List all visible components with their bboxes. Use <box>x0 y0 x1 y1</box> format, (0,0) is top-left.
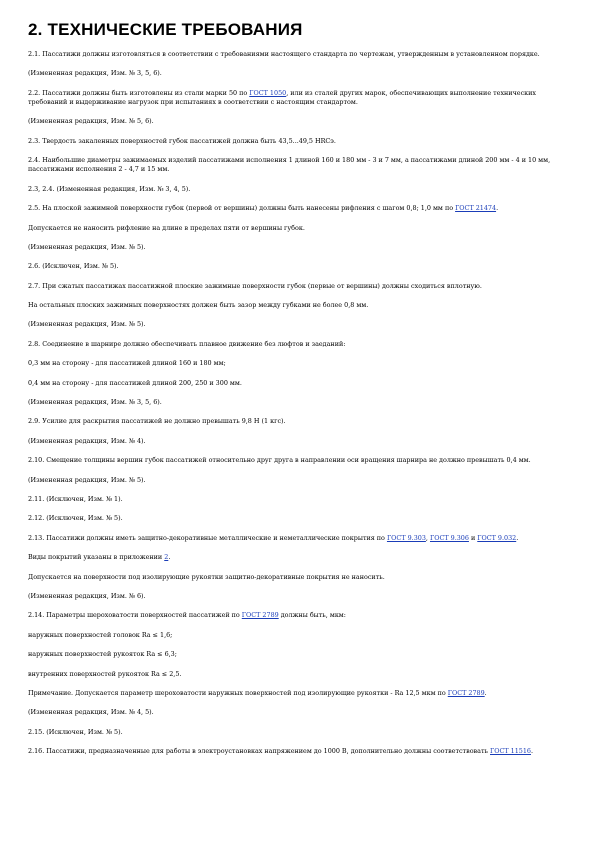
paragraph-text: . <box>484 688 487 697</box>
standard-link[interactable]: ГОСТ 2789 <box>241 611 279 620</box>
paragraph <box>28 553 553 562</box>
paragraph-text: 0,4 мм на сторону - для пассатижей длиной 200, 250 и 300 мм. <box>28 378 242 387</box>
paragraph <box>28 185 553 194</box>
paragraph-text: и <box>468 533 478 542</box>
paragraph-text: 2.9. Усилие для раскрытия пассатижей не должно превышать 9,8 Н (1 кгс). <box>28 417 286 426</box>
paragraph-text: 2.6. (Исключен, Изм. № 5). <box>28 262 119 271</box>
standard-link[interactable]: ГОСТ 11516 <box>490 747 531 756</box>
paragraph <box>28 204 553 213</box>
paragraph <box>28 359 553 368</box>
section-heading: 2. ТЕХНИЧЕСКИЕ ТРЕБОВАНИЯ <box>28 20 303 39</box>
paragraph <box>28 340 553 349</box>
paragraph <box>28 50 553 59</box>
paragraph <box>28 476 553 485</box>
paragraph-text: наружных поверхностей головок Ra ≤ 1,6; <box>28 630 173 639</box>
paragraph <box>28 262 553 271</box>
paragraph-text: 2.15. (Исключен, Изм. № 5). <box>28 727 123 736</box>
paragraph-text: наружных поверхностей рукояток Ra ≤ 6,3; <box>28 650 177 659</box>
paragraph-text: 2.1. Пассатижи должны изготовляться в соответствии с требованиями настоящего стандарта по чертежам, утвержденным в установленном порядке. <box>28 50 540 58</box>
document-body <box>28 50 553 756</box>
standard-link[interactable]: 2 <box>164 553 169 562</box>
standard-link[interactable]: ГОСТ 9.032 <box>477 533 517 542</box>
paragraph <box>28 437 553 446</box>
paragraph-text: (Измененная редакция, Изм. № 5). <box>28 242 146 251</box>
paragraph-text: 2.16. Пассатижи, предназначенные для работы в электроустановках напряжением до 1000 В, дополнительно должны соответствовать <box>28 747 490 756</box>
paragraph <box>28 320 553 329</box>
paragraph <box>28 156 553 174</box>
paragraph-text: 2.7. При сжатых пассатижах пассатижной плоские зажимные поверхности губок (первые от вершины) должны сходиться вплотную. <box>28 281 482 290</box>
paragraph-text: . <box>168 553 171 562</box>
paragraph-text: (Измененная редакция, Изм. № 5). <box>28 475 146 484</box>
standard-link[interactable]: ГОСТ 1050 <box>249 88 287 97</box>
paragraph <box>28 282 553 291</box>
paragraph-text: (Измененная редакция, Изм. № 6). <box>28 591 146 600</box>
paragraph <box>28 514 553 523</box>
paragraph <box>28 117 553 126</box>
paragraph <box>28 689 553 698</box>
paragraph <box>28 456 553 465</box>
paragraph <box>28 417 553 426</box>
paragraph-text: 2.5. На плоской зажимной поверхности губок (первой от вершины) должны быть нанесены рифления с шагом 0,8; 1,0 мм по <box>28 204 456 213</box>
paragraph-text: (Измененная редакция, Изм. № 3, 5, 6). <box>28 398 162 407</box>
paragraph <box>28 89 553 107</box>
paragraph <box>28 592 553 601</box>
paragraph-text: , <box>425 533 430 542</box>
paragraph-text: 2.13. Пассатижи должны иметь защитно-декоративные металлические и неметаллические покрытия по <box>28 533 387 542</box>
paragraph-text: (Измененная редакция, Изм. № 4). <box>28 436 146 445</box>
paragraph-text: . <box>496 204 499 213</box>
paragraph <box>28 631 553 640</box>
paragraph <box>28 650 553 659</box>
paragraph <box>28 301 553 310</box>
standard-link[interactable]: ГОСТ 21474 <box>455 204 497 213</box>
paragraph-text: Допускается на поверхности под изолирующие рукоятки защитно-декоративные покрытия не наносить. <box>28 572 385 581</box>
paragraph <box>28 243 553 252</box>
paragraph <box>28 670 553 679</box>
paragraph-text: 2.12. (Исключен, Изм. № 5). <box>28 514 123 523</box>
paragraph-text: , или из сталей других марок, обеспечивающих выполнение технических требований и выдерживание нагрузок при испытаниях в соответствии с настоящим стандартом. <box>28 88 537 106</box>
paragraph-text: (Измененная редакция, Изм. № 5). <box>28 320 146 329</box>
paragraph-text: Примечание. Допускается параметр шероховатости наружных поверхностей под изолирующие рукоятки - Ra 12,5 мкм по <box>28 688 448 697</box>
paragraph <box>28 534 553 543</box>
paragraph-text: (Измененная редакция, Изм. № 5, 6). <box>28 117 154 126</box>
paragraph <box>28 728 553 737</box>
paragraph <box>28 495 553 504</box>
paragraph-text: должны быть, мкм: <box>278 611 346 620</box>
paragraph-text: 2.10. Смещение толщины вершин губок пассатижей относительно друг друга в направлении оси вращения шарнира не должно превышать 0,4 мм. <box>28 456 531 465</box>
paragraph <box>28 573 553 582</box>
paragraph-text: (Измененная редакция, Изм. № 3, 5, 6). <box>28 69 162 78</box>
paragraph-text: 0,3 мм на сторону - для пассатижей длиной 160 и 180 мм; <box>28 359 226 368</box>
paragraph-text: Виды покрытий указаны в приложении <box>28 553 165 562</box>
paragraph-text: На остальных плоских зажимных поверхностях должен быть зазор между губками не более 0,8 мм. <box>28 301 369 310</box>
standard-link[interactable]: ГОСТ 9.303 <box>386 533 426 542</box>
paragraph-text: . <box>530 747 534 756</box>
paragraph-text: 2.3, 2.4. (Измененная редакция, Изм. № 3, 4, 5). <box>28 184 191 193</box>
paragraph <box>28 611 553 620</box>
standard-link[interactable]: ГОСТ 2789 <box>447 688 485 697</box>
paragraph-text: (Измененная редакция, Изм. № 4, 5). <box>28 708 154 717</box>
paragraph-text: 2.2. Пассатижи должны быть изготовлены из стали марки 50 по <box>28 88 250 97</box>
paragraph <box>28 708 553 717</box>
paragraph-text: внутренних поверхностей рукояток Ra ≤ 2,5. <box>28 669 182 678</box>
paragraph <box>28 747 553 756</box>
paragraph-text: . <box>516 533 519 542</box>
paragraph-text: 2.8. Соединение в шарнире должно обеспечивать плавное движение без люфтов и заеданий: <box>28 339 346 348</box>
paragraph-text: 2.3. Твердость закаленных поверхностей губок пассатижей должна быть 43,5...49,5 HRCэ. <box>28 136 336 145</box>
paragraph-text: 2.11. (Исключен, Изм. № 1). <box>28 495 123 503</box>
standard-link[interactable]: ГОСТ 9.306 <box>429 533 469 542</box>
paragraph <box>28 224 553 233</box>
paragraph <box>28 398 553 407</box>
paragraph-text: Допускается не наносить рифление на длине в пределах пяти от вершины губок. <box>28 223 305 232</box>
paragraph-text: 2.4. Наибольшие диаметры зажимаемых изделий пассатижами исполнения 1 длиной 160 и 180 мм - 3 и 7 мм, а пассатижами длиной 200 мм - 4 и 10 мм, пассатижами исполнения 2 - 4,7 и 15 мм. <box>28 156 551 174</box>
paragraph <box>28 69 553 78</box>
paragraph <box>28 137 553 146</box>
paragraph <box>28 379 553 388</box>
paragraph-text: 2.14. Параметры шероховатости поверхностей пассатижей по <box>28 611 242 620</box>
